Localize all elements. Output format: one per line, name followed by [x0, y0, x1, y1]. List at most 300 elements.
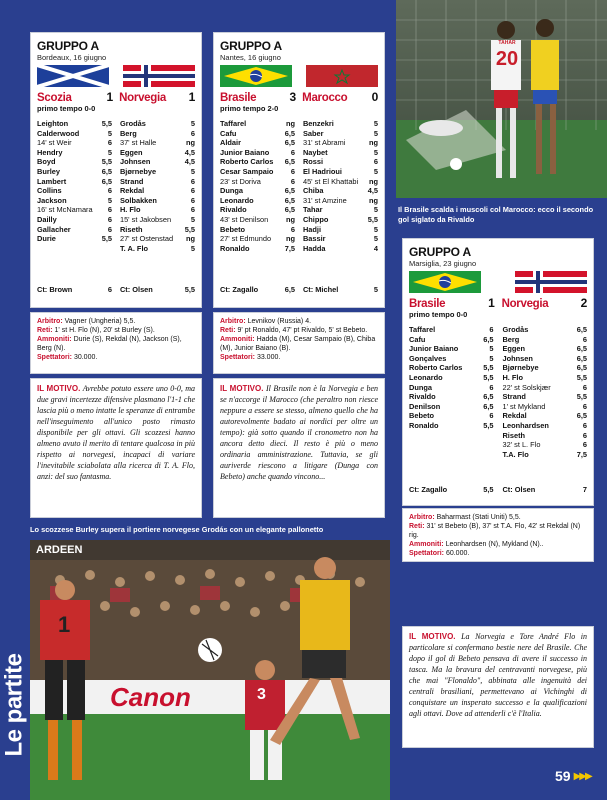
player-name: 1' st Mykland — [502, 401, 546, 411]
roster-away — [303, 119, 378, 253]
player-name: Hadji — [302, 224, 322, 234]
label-motivo: IL MOTIVO. — [220, 384, 264, 393]
player-rating: 6 — [582, 334, 587, 344]
roster-away — [502, 325, 587, 459]
player-rating: 5,5 — [101, 234, 113, 244]
player-jersey-number: 3 — [257, 686, 266, 703]
player-name: Cesar Sampaio — [220, 166, 274, 176]
half-time-score: primo tempo 0-0 — [409, 310, 468, 319]
player-row — [303, 205, 378, 215]
jersey-name: TAHAR — [498, 40, 516, 46]
player-row — [120, 157, 195, 167]
player-name: El Hadrioui — [302, 166, 342, 176]
player-rating: 6 — [107, 138, 113, 148]
player-row — [303, 157, 378, 167]
player-row — [409, 392, 494, 402]
team-home-name: Scozia — [37, 92, 72, 104]
motivo-text: Il Brasile non è la Norvegia e ben se n'accorge il Marocco (che peraltro non riesce neppure a essere se stesso, almeno quello che ha autorevolmente badato ai nordici per oltre un tempo): già sotto quando il cronometro non ha ancora detto dieci. Il resto è più o meno ordinaria amministrazione. Tuttavia, se gli auriverde riescono a litigare (Dunga con Bebeto) anche quando vincono... — [220, 384, 379, 481]
coach-home-rating: 6 — [107, 285, 113, 294]
player-row — [502, 335, 587, 345]
player-row — [303, 138, 378, 148]
motivo-text: Avrebbe potuto essere uno 0-0, ma due gravi incertezze difensive plasmano l'1-1 che lascia più o meno intatte le speranze di entrambe nell'inseguimento all'unico posto rimasto disponibile per gli ottavi. Gli scozzesi hanno almeno avuto il merito di tentare qualcosa in più rispetto ai norvegesi, incapaci di variare l'inevitabile sciabolata alla ricerca di T. A. Flo, anzi: del suo fantasma. — [37, 384, 196, 481]
player-name: Dunga — [220, 186, 243, 196]
player-row — [120, 177, 195, 187]
team-away-score: 0 — [371, 90, 378, 104]
ammoniti-value: Leonhardsen (N), Mykland (N).. — [445, 541, 544, 548]
label-reti: Reti: — [37, 327, 53, 334]
player-rating: 6,5 — [576, 411, 587, 421]
player-name: Bjørnebye — [502, 363, 539, 373]
player-rating: 6 — [190, 186, 195, 196]
team-home-name: Brasile — [409, 298, 446, 310]
player-name: 14' st Weir — [37, 138, 72, 148]
player-name: Rekdal — [502, 411, 527, 421]
player-name: Gonçalves — [409, 353, 447, 363]
coach-away-rating: 5 — [373, 285, 378, 294]
player-rating: 5 — [107, 128, 113, 138]
coach-away — [502, 485, 587, 494]
match-info-brasile-norvegia — [402, 508, 594, 562]
player-rating: 5 — [373, 234, 378, 244]
roster-home — [409, 325, 494, 459]
player-rating: 5 — [489, 344, 494, 354]
coach-home-rating: 5,5 — [483, 485, 494, 494]
player-rating: 6 — [190, 195, 195, 205]
flag-scotland — [37, 65, 109, 87]
ammoniti-value: Hadda (M), Cesar Sampaio (B), Chiba (M), Junior Baiano (B). — [220, 336, 376, 352]
reti-value: 31' st Bebeto (B), 37' st T.A. Flo, 42' st Rekdal (N) rig. — [409, 523, 581, 539]
coach-home — [220, 285, 295, 294]
label-arbitro: Arbitro: — [220, 318, 246, 325]
player-rating: 4,5 — [184, 157, 195, 167]
label-spettatori: Spettatori: — [220, 354, 255, 361]
player-name: T. A. Flo — [119, 243, 149, 253]
group-title: GRUPPO A — [37, 39, 99, 53]
player-row — [37, 196, 112, 206]
player-row — [303, 196, 378, 206]
label-motivo: IL MOTIVO. — [37, 384, 81, 393]
player-rating: 6,5 — [576, 353, 587, 363]
label-ammoniti: Ammoniti: — [220, 336, 255, 343]
player-rating: 6,5 — [284, 186, 296, 196]
player-row — [120, 225, 195, 235]
gk-jersey-number: 1 — [58, 612, 71, 637]
player-name: Jackson — [37, 195, 67, 205]
flag-brazil — [220, 65, 292, 87]
page-number — [555, 768, 591, 784]
match-info-scozia-norvegia — [30, 312, 202, 374]
ad-canon: Canon — [110, 682, 191, 712]
player-row — [120, 148, 195, 158]
player-rating: 5,5 — [576, 372, 587, 382]
player-row — [120, 234, 195, 244]
match-card-scozia-norvegia — [30, 32, 202, 308]
player-row — [303, 244, 378, 254]
label-ammoniti: Ammoniti: — [409, 541, 444, 548]
match-place-date: Bordeaux, 16 giugno — [37, 53, 107, 62]
player-rating: 6 — [489, 325, 494, 334]
player-rating: 4,5 — [367, 186, 378, 196]
player-row — [37, 205, 112, 215]
team-away-score: 1 — [188, 90, 195, 104]
player-name: Hendry — [37, 147, 63, 157]
player-rating: 5 — [190, 119, 195, 128]
player-row — [303, 167, 378, 177]
player-rating: 5 — [373, 128, 378, 138]
coach-away-name: Ct: Michel — [302, 285, 339, 294]
player-rating: 5 — [373, 166, 378, 176]
player-rating: 5,5 — [483, 420, 494, 430]
label-reti: Reti: — [220, 327, 236, 334]
player-row — [303, 148, 378, 158]
coach-away — [303, 285, 378, 294]
flag-brazil — [409, 271, 481, 293]
player-rating: 6 — [107, 205, 113, 215]
player-name: Johnsen — [502, 353, 533, 363]
player-name: Johnsen — [119, 157, 151, 167]
player-name: Riseth — [119, 224, 143, 234]
player-name: 37' st Halle — [119, 138, 157, 148]
player-rating: ng — [368, 176, 378, 186]
player-row — [220, 129, 295, 139]
player-rating: 6 — [190, 176, 195, 186]
roster-away — [120, 119, 195, 253]
coach-home — [409, 485, 494, 494]
player-rating: 4,5 — [184, 147, 195, 157]
player-row — [502, 383, 587, 393]
player-name: Grodås — [119, 119, 146, 128]
team-home-score: 1 — [106, 90, 113, 104]
player-row — [37, 148, 112, 158]
player-name: Grodås — [502, 325, 529, 334]
player-row — [303, 225, 378, 235]
team-away-name: Marocco — [302, 92, 348, 104]
player-name: Saber — [302, 128, 324, 138]
player-name: Junior Baiano — [220, 147, 270, 157]
player-row — [303, 215, 378, 225]
player-row — [502, 402, 587, 412]
player-row — [220, 119, 295, 129]
arbitro-value: Vagner (Ungheria) 5,5. — [64, 318, 136, 325]
player-rating: 6,5 — [284, 138, 296, 148]
group-title: GRUPPO A — [220, 39, 282, 53]
player-rating: 6,5 — [483, 334, 494, 344]
player-rating: 6 — [107, 224, 113, 234]
team-away-name: Norvegia — [501, 298, 549, 310]
player-row — [220, 234, 295, 244]
coach-home-name: Ct: Brown — [37, 285, 73, 294]
player-rating: 5,5 — [576, 392, 587, 402]
player-name: Leonhardsen — [502, 420, 549, 430]
player-rating: 6 — [582, 401, 587, 411]
player-row — [409, 411, 494, 421]
player-name: Chiba — [302, 186, 324, 196]
player-row — [409, 421, 494, 431]
player-rating: ng — [286, 234, 296, 244]
player-row — [303, 129, 378, 139]
ammoniti-value: Durie (S), Rekdal (N), Jackson (S), Berg (N). — [37, 336, 182, 352]
player-name: Strand — [502, 392, 526, 402]
player-row — [120, 186, 195, 196]
match-place-date: Nantes, 16 giugno — [220, 53, 281, 62]
arbitro-value: Levnikov (Russia) 4. — [247, 318, 312, 325]
arrows-icon: ▶▶▶ — [573, 770, 591, 782]
coach-away-name: Ct: Olsen — [502, 485, 536, 494]
spettatori-value: 30.000. — [73, 354, 98, 361]
player-rating: 6 — [582, 430, 587, 440]
team-away — [302, 90, 378, 104]
player-row — [303, 119, 378, 129]
label-arbitro: Arbitro: — [409, 514, 435, 521]
player-rating: 5 — [373, 119, 378, 128]
player-rating: 7,5 — [284, 243, 296, 253]
player-rating: ng — [286, 214, 296, 224]
team-home-score: 3 — [289, 90, 296, 104]
coach-home-name: Ct: Zagallo — [220, 285, 259, 294]
player-name: Strand — [119, 176, 144, 186]
player-rating: 5,5 — [101, 119, 113, 128]
coach-home — [37, 285, 112, 294]
player-name: Dunga — [409, 382, 432, 392]
player-row — [303, 234, 378, 244]
player-name: 22' st Solskjær — [502, 382, 551, 392]
player-row — [220, 138, 295, 148]
player-rating: 6 — [489, 411, 494, 421]
player-name: H. Flo — [119, 205, 141, 215]
motivo-brasile-marocco — [213, 378, 385, 518]
player-rating: ng — [368, 195, 378, 205]
player-name: Denilson — [409, 401, 441, 411]
team-home — [220, 90, 296, 104]
player-rating: 6 — [190, 205, 195, 215]
player-rating: 6 — [582, 420, 587, 430]
player-row — [502, 431, 587, 441]
player-row — [502, 411, 587, 421]
player-row — [220, 186, 295, 196]
player-name: Leighton — [37, 119, 69, 128]
player-row — [120, 215, 195, 225]
player-name: Chippo — [302, 214, 329, 224]
player-row — [37, 138, 112, 148]
player-row — [220, 177, 295, 187]
player-rating: 6 — [582, 382, 587, 392]
player-rating: 5 — [373, 224, 378, 234]
page-number-text: 59 — [555, 768, 571, 784]
player-row — [409, 354, 494, 364]
player-rating: 5,5 — [483, 372, 494, 382]
player-rating: ng — [185, 234, 195, 244]
player-rating: 6 — [489, 382, 494, 392]
player-row — [37, 167, 112, 177]
player-name: Solbakken — [119, 195, 157, 205]
player-row — [409, 383, 494, 393]
team-away — [502, 296, 587, 310]
motivo-text: La Norvegia e Tore André Flo in particolare si confermano bestie nere del Brasile. Che dopo il gol di Bebeto pensava di avere il successo in tasca. Ma la bravura del centravanti norvegese, più che mai "Flonaldo", abbinata alle ingenuità dei centrali brasiliani, permettevano ai Vichinghi di conquistare un insperato successo e la qualificazioni agli ottavi. Dove ad attenderli c'è l'Italia. — [409, 632, 588, 718]
player-rating: 5,5 — [184, 224, 195, 234]
player-row — [502, 344, 587, 354]
player-row — [37, 177, 112, 187]
player-row — [409, 344, 494, 354]
player-rating: 6,5 — [284, 157, 296, 167]
player-name: Bjørnebye — [119, 166, 157, 176]
flag-norway — [123, 65, 195, 87]
player-name: Benzekri — [302, 119, 334, 128]
coach-home-rating: 6,5 — [284, 285, 296, 294]
label-ammoniti: Ammoniti: — [37, 336, 72, 343]
player-name: Leonardo — [409, 372, 443, 382]
player-name: Cafu — [409, 334, 426, 344]
player-name: Naybet — [302, 147, 328, 157]
team-home — [409, 296, 494, 310]
player-rating: 5 — [373, 205, 378, 215]
player-name: Taffarel — [220, 119, 247, 128]
coach-away-rating: 7 — [582, 485, 587, 494]
player-name: Burley — [37, 166, 61, 176]
player-rating: 6,5 — [284, 128, 296, 138]
spettatori-value: 33.000. — [256, 354, 281, 361]
player-row — [120, 196, 195, 206]
player-rating: 5 — [373, 147, 378, 157]
player-rating: 6 — [107, 186, 113, 196]
player-row — [37, 119, 112, 129]
player-name: Eggen — [502, 344, 526, 354]
player-name: 15' st Jakobsen — [119, 214, 172, 224]
player-row — [409, 325, 494, 335]
player-name: Collins — [37, 186, 62, 196]
coach-away-rating: 5,5 — [184, 285, 195, 294]
player-name: Roberto Carlos — [409, 363, 463, 373]
player-name: Bassir — [302, 234, 326, 244]
player-rating: 5 — [489, 353, 494, 363]
roster-home — [37, 119, 112, 253]
player-row — [502, 363, 587, 373]
player-row — [37, 129, 112, 139]
player-row — [409, 402, 494, 412]
player-row — [120, 119, 195, 129]
match-info-brasile-marocco — [213, 312, 385, 374]
label-arbitro: Arbitro: — [37, 318, 63, 325]
player-row — [502, 421, 587, 431]
player-name: 16' st McNamara — [37, 205, 93, 215]
player-rating: 6 — [373, 157, 378, 167]
player-row — [37, 215, 112, 225]
player-name: Gallacher — [37, 224, 71, 234]
player-rating: ng — [368, 138, 378, 148]
player-row — [220, 157, 295, 167]
team-away-name: Norvegia — [119, 92, 166, 104]
player-name: Rivaldo — [409, 392, 436, 402]
player-name: Rekdal — [119, 186, 145, 196]
player-row — [37, 225, 112, 235]
label-motivo: IL MOTIVO. — [409, 632, 456, 641]
player-name: Tahar — [302, 205, 323, 215]
player-row — [409, 373, 494, 383]
player-rating: 6,5 — [576, 363, 587, 373]
player-name: Taffarel — [409, 325, 436, 334]
player-row — [502, 450, 587, 460]
player-rating: 6,5 — [576, 325, 587, 334]
player-name: Leonardo — [220, 195, 254, 205]
player-name: 45' st El Khattabi — [302, 176, 359, 186]
player-name: Roberto Carlos — [220, 157, 274, 167]
player-rating: 6,5 — [483, 392, 494, 402]
player-name: Rossi — [302, 157, 324, 167]
player-row — [409, 363, 494, 373]
player-rating: 6 — [290, 166, 296, 176]
player-rating: 5 — [190, 243, 195, 253]
flag-morocco — [306, 65, 378, 87]
team-home-score: 1 — [488, 296, 495, 310]
player-name: 31' st Abrami — [302, 138, 346, 148]
player-row — [502, 440, 587, 450]
player-name: Hadda — [302, 243, 326, 253]
half-time-score: primo tempo 2-0 — [220, 104, 279, 113]
coach-away-name: Ct: Olsen — [119, 285, 153, 294]
player-name: Rivaldo — [220, 205, 247, 215]
player-row — [502, 354, 587, 364]
player-row — [220, 244, 295, 254]
section-label — [0, 610, 30, 800]
group-title: GRUPPO A — [409, 245, 471, 259]
motivo-scozia-norvegia — [30, 378, 202, 518]
player-name: Riseth — [502, 430, 526, 440]
coach-away — [120, 285, 195, 294]
player-row — [120, 205, 195, 215]
player-rating: 6,5 — [101, 166, 113, 176]
player-rating: 6,5 — [284, 195, 296, 205]
match-card-brasile-norvegia — [402, 238, 594, 506]
player-row — [120, 129, 195, 139]
player-rating: 6 — [107, 214, 113, 224]
reti-value: 1' st H. Flo (N), 20' st Burley (S). — [54, 327, 155, 334]
player-name: 32' st L. Flo — [502, 440, 541, 450]
player-rating: ng — [185, 138, 195, 148]
player-rating: 6,5 — [576, 344, 587, 354]
match-place-date: Marsiglia, 23 giugno — [409, 259, 477, 268]
player-rating: 6 — [582, 440, 587, 450]
player-name: Bebeto — [220, 224, 246, 234]
player-row — [303, 186, 378, 196]
player-rating: 6,5 — [483, 401, 494, 411]
player-row — [120, 138, 195, 148]
player-row — [220, 148, 295, 158]
player-row — [220, 196, 295, 206]
player-rating: 5,5 — [367, 214, 378, 224]
player-row — [303, 177, 378, 187]
reti-value: 9' pt Ronaldo, 47' pt Rivaldo, 5' st Bebeto. — [237, 327, 368, 334]
half-time-score: primo tempo 0-0 — [37, 104, 96, 113]
player-name: Lambert — [37, 176, 67, 186]
player-rating: 6 — [290, 224, 296, 234]
player-name: Ronaldo — [409, 420, 439, 430]
caption-top-right: Il Brasile scalda i muscoli col Marocco: ecco il secondo gol siglato da Rivaldo — [398, 205, 594, 224]
player-name: Eggen — [119, 147, 143, 157]
player-name: Ronaldo — [220, 243, 250, 253]
player-rating: 6,5 — [101, 176, 113, 186]
player-name: Calderwood — [37, 128, 80, 138]
player-row — [409, 335, 494, 345]
section-label-text: Le partite — [1, 653, 28, 757]
player-name: Durie — [37, 234, 56, 244]
player-name: Junior Baiano — [409, 344, 459, 354]
player-name: 43' st Denilson — [220, 214, 269, 224]
player-name: 23' st Doriva — [220, 176, 261, 186]
player-rating: 6 — [190, 128, 195, 138]
player-rating: 5 — [107, 195, 113, 205]
player-row — [502, 392, 587, 402]
team-home-name: Brasile — [220, 92, 257, 104]
player-row — [220, 215, 295, 225]
